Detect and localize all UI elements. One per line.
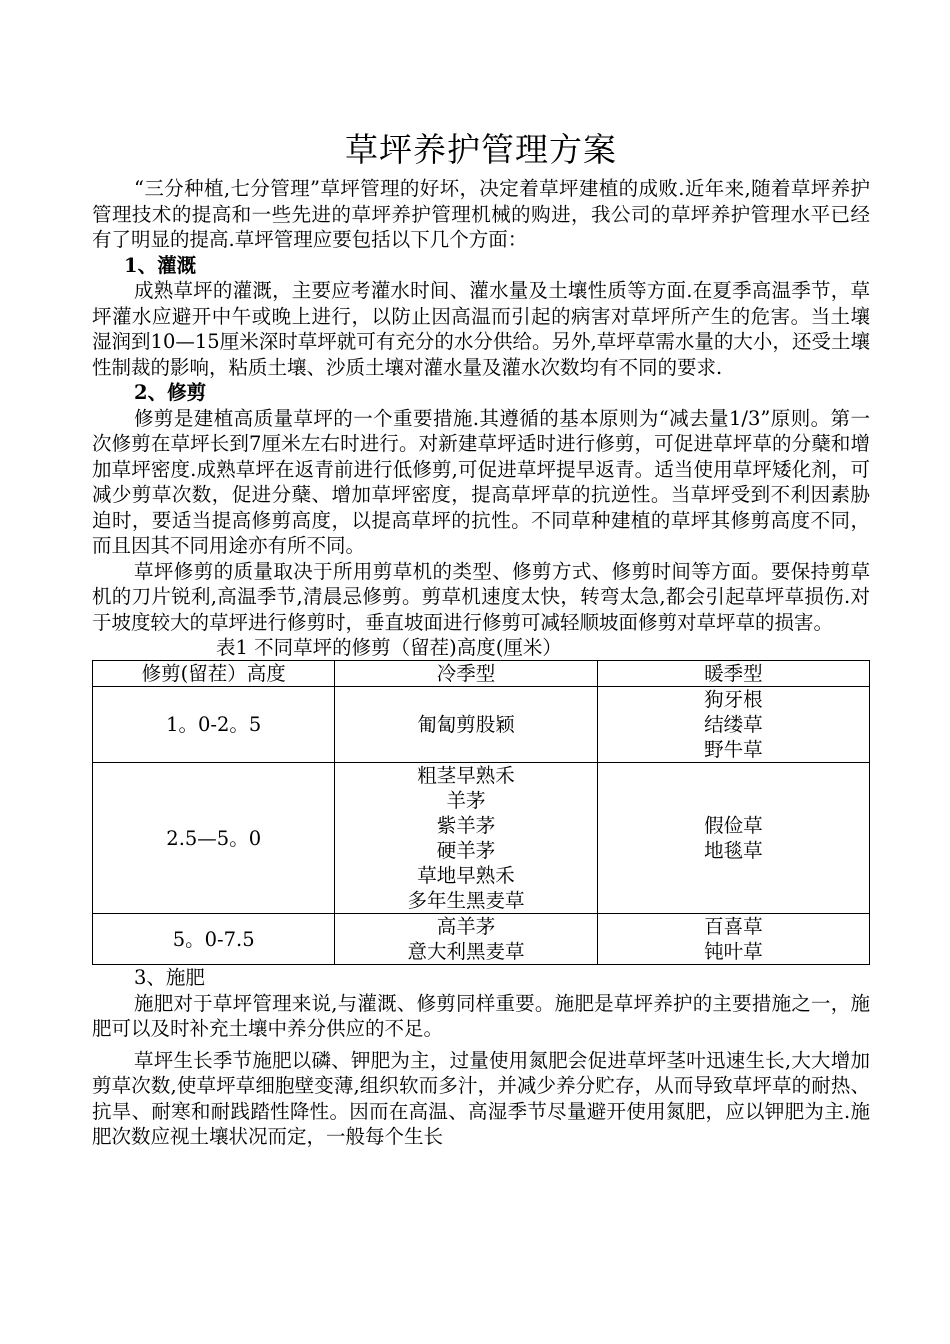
grass-name: 结缕草 [704,713,763,736]
section-heading-fertilizing: 3、施肥 [134,966,205,989]
table-header-cool-season: 冷季型 [335,661,597,687]
grass-name: 粗茎早熟禾 [417,764,515,787]
table-cell-height: 1。0-2。5 [93,687,335,763]
table-header-warm-season: 暖季型 [597,661,869,687]
table-header-row [93,661,870,687]
page-title: 草坪养护管理方案 [345,131,617,168]
irrigation-paragraph: 成熟草坪的灌溉，主要应考灌水时间、灌水量及土壤性质等方面.在夏季高温季节，草坪灌水应避开中午或晚上进行，以防止因高温而引起的病害对草坪所产生的危害。当土壤湿润到10—15厘米深时草坪就可有充分的水分供给。另外,草坪草需水量的大小，还受土壤性制裁的影响，粘质土壤、沙质土壤对灌水量及灌水次数均有不同的要求. [92,279,870,379]
table-cell-height: 5。0-7.5 [93,914,335,965]
section-heading-irrigation: 1、灌溉 [124,253,197,277]
document-page [92,128,870,1150]
intro-paragraph: “三分种植,七分管理”草坪管理的好坏，决定着草坪建植的成败.近年来,随着草坪养护管理技术的提高和一些先进的草坪养护管理机械的购进，我公司的草坪养护管理水平已经有了明显的提高.草坪管理应要包括以下几个方面： [92,177,870,251]
grass-name: 意大利黑麦草 [407,940,525,963]
grass-name: 野牛草 [704,738,763,761]
mowing-paragraph-1: 修剪是建植高质量草坪的一个重要措施.其遵循的基本原则为“减去量1/3”原则。第一次修剪在草坪长到7厘米左右时进行。对新建草坪适时进行修剪，可促进草坪草的分蘖和增加草坪密度.成熟草坪在返青前进行低修剪,可促进草坪提早返青。适当使用草坪矮化剂，可减少剪草次数，促进分蘖、增加草坪密度，提高草坪草的抗逆性。当草坪受到不利因素胁迫时，要适当提高修剪高度，以提高草坪的抗性。不同草种建植的草坪其修剪高度不同，而且因其不同用途亦有所不同。 [92,406,870,557]
table-row [93,763,870,914]
mowing-height-table [92,660,870,965]
grass-name: 高羊茅 [436,915,496,938]
table-cell-cool [335,687,597,763]
grass-name: 狗牙根 [704,688,763,711]
grass-name: 多年生黑麦草 [407,889,525,912]
table-caption: 表1 不同草坪的修剪（留茬)高度(厘米） [216,636,562,659]
grass-name: 紫羊茅 [436,814,496,837]
grass-name: 羊茅 [446,789,486,812]
grass-name: 钝叶草 [704,940,763,963]
table-cell-warm [597,763,869,914]
mowing-paragraph-2: 草坪修剪的质量取决于所用剪草机的类型、修剪方式、修剪时间等方面。要保持剪草机的刀片锐利,高温季节,清晨忌修剪。剪草机速度太快，转弯太急,都会引起草坪草损伤.对于坡度较大的草坪进行修剪时，垂直坡面进行修剪可减轻顺坡面修剪对草坪草的损害。 [92,559,870,634]
table-header-height: 修剪(留茬）高度 [93,661,335,687]
section-heading-mowing: 2、修剪 [134,381,207,404]
fertilizing-paragraph-1: 施肥对于草坪管理来说,与灌溉、修剪同样重要。施肥是草坪养护的主要措施之一，施肥可以及时补充土壤中养分供应的不足。 [92,991,870,1040]
grass-name: 百喜草 [704,915,763,938]
grass-name: 地毯草 [704,839,763,862]
table-cell-warm [597,914,869,965]
table-row [93,914,870,965]
table-cell-cool [335,914,597,965]
fertilizing-paragraph-2: 草坪生长季节施肥以磷、钾肥为主，过量使用氮肥会促进草坪茎叶迅速生长,大大增加剪草次数,使草坪草细胞壁变薄,组织软而多汁，并减少养分贮存，从而导致草坪草的耐热、抗旱、耐寒和耐践踏性降性。因而在高温、高湿季节尽量避开使用氮肥，应以钾肥为主.施肥次数应视土壤状况而定，一般每个生长 [92,1048,870,1148]
table-cell-warm [597,687,869,763]
grass-name: 草地早熟禾 [417,864,515,887]
table-row [93,687,870,763]
grass-name: 匍匐剪股颖 [417,713,515,736]
grass-name: 假俭草 [704,814,763,837]
table-cell-height: 2.5—5。0 [93,763,335,914]
grass-name: 硬羊茅 [436,839,496,862]
table-cell-cool [335,763,597,914]
